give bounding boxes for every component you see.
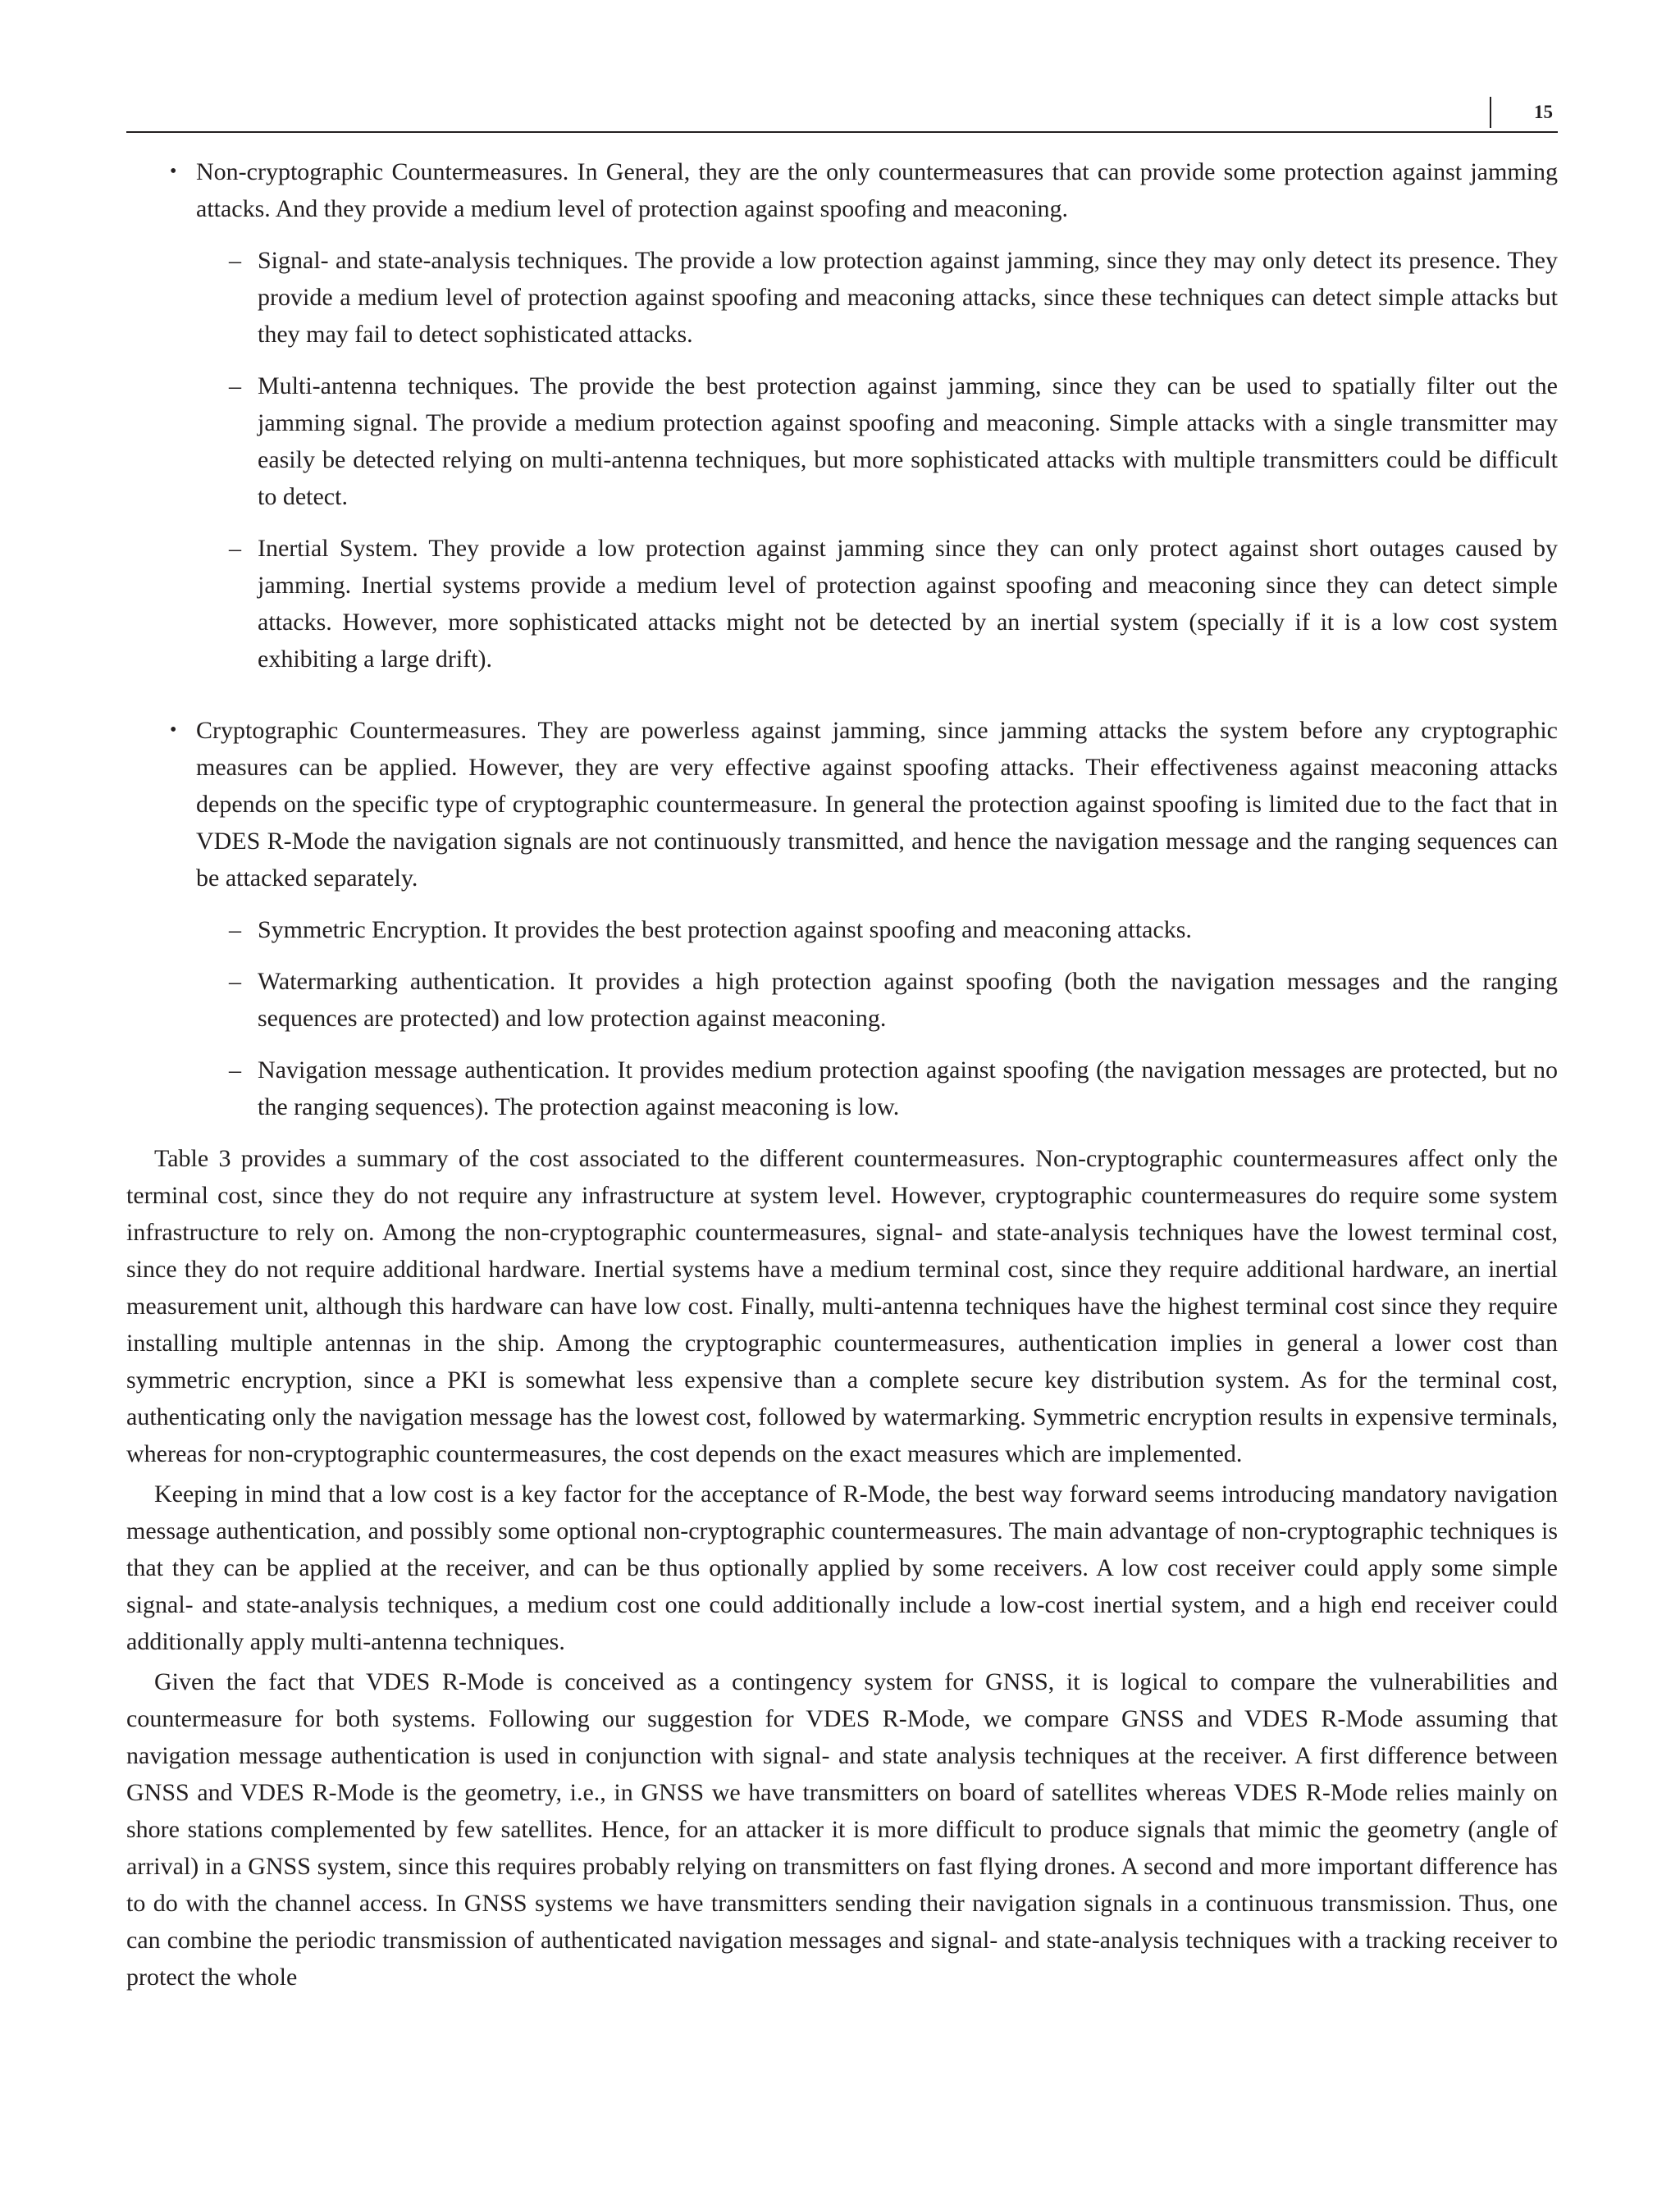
header-rule [126, 131, 1558, 133]
paragraph-way-forward: Keeping in mind that a low cost is a key factor for the acceptance of R-Mode, the best way forward seems introducing mandatory navigation message authentication, and possibly some optional non-cryptographic countermeasures. The main advantage of non-cryptographic techniques is that they can be applied at the receiver, and can be thus optionally applied by some receivers. A low cost receiver could apply some simple signal- and state-analysis techniques, a medium cost one could additionally include a low-cost inertial system, and a high end receiver could additionally apply multi-antenna techniques. [126, 1480, 1558, 1655]
bullet-text: Non-cryptographic Countermeasures. In General, they are the only countermeasures that can provide some protection against jamming attacks. And they provide a medium level of protection against spoofing and meaconing. [196, 158, 1558, 222]
page-number: 15 [1534, 102, 1553, 122]
sub-item-multi-antenna [126, 367, 1558, 515]
sub-item-text: Symmetric Encryption. It provides the best protection against spoofing and meaconing attacks. [258, 916, 1192, 943]
bullet-cryptographic [126, 712, 1558, 896]
sub-item-inertial-system [126, 530, 1558, 677]
sub-item-watermarking [126, 963, 1558, 1037]
dash-marker: – [229, 247, 241, 274]
sub-item-text: Signal- and state-analysis techniques. The provide a low protection against jamming, since they may only detect its presence. They provide a medium level of protection against spoofing and meaconing attacks, since these techniques can detect simple attacks but they may fail to detect sophisticated attacks. [258, 247, 1558, 348]
paragraph-cost-summary: Table 3 provides a summary of the cost associated to the different countermeasures. Non-cryptographic countermeasures affect only the terminal cost, since they do not require any infrastructure at system level. However, cryptographic countermeasures do require some system infrastructure to rely on. Among the non-cryptographic countermeasures, signal- and state-analysis techniques have the lowest terminal cost, since they do not require additional hardware. Inertial systems have a medium terminal cost, since they require additional hardware, an inertial measurement unit, although this hardware can have low cost. Finally, multi-antenna techniques have the highest terminal cost since they require installing multiple antennas in the ship. Among the cryptographic countermeasures, authentication implies in general a lower cost than symmetric encryption, since a PKI is somewhat less expensive than a complete secure key distribution system. As for the terminal cost, authenticating only the navigation message has the lowest cost, followed by watermarking. Symmetric encryption results in expensive terminals, whereas for non-cryptographic countermeasures, the cost depends on the exact measures which are implemented. [126, 1145, 1558, 1467]
dash-marker: – [229, 916, 241, 943]
paragraph-gnss-comparison: Given the fact that VDES R-Mode is conceived as a contingency system for GNSS, it is logical to compare the vulnerabilities and countermeasure for both systems. Following our suggestion for VDES R-Mode, we compare GNSS and VDES R-Mode assuming that navigation message authentication is used in conjunction with signal- and state analysis techniques at the receiver. A first difference between GNSS and VDES R-Mode is the geometry, i.e., in GNSS we have transmitters on board of satellites whereas VDES R-Mode relies mainly on shore stations complemented by few satellites. Hence, for an attacker it is more difficult to produce signals that mimic the geometry (angle of arrival) in a GNSS system, since this requires probably relying on transmitters on fast flying drones. A second and more important difference has to do with the channel access. In GNSS systems we have transmitters sending their navigation signals in a continuous transmission. Thus, one can combine the periodic transmission of authenticated navigation messages and signal- and state-analysis techniques with a tracking receiver to protect the whole [126, 1668, 1558, 1991]
bullet-marker: • [170, 719, 177, 741]
dash-marker: – [229, 968, 241, 995]
sub-item-symmetric-encryption [126, 911, 1558, 948]
sub-list-cryptographic [126, 911, 1558, 1125]
sub-item-signal-state-analysis [126, 242, 1558, 353]
header-divider-tick [1490, 97, 1491, 128]
dash-marker: – [229, 535, 241, 562]
page-body [126, 153, 1558, 1996]
bullet-marker: • [170, 161, 177, 182]
sub-list-non-cryptographic [126, 242, 1558, 677]
sub-item-text: Navigation message authentication. It provides medium protection against spoofing (the navigation messages are protected, but no the ranging sequences). The protection against meaconing is low. [258, 1056, 1558, 1120]
sub-item-text: Watermarking authentication. It provides a high protection against spoofing (both the navigation messages and the ranging sequences are protected) and low protection against meaconing. [258, 968, 1558, 1032]
dash-marker: – [229, 372, 241, 399]
sub-item-navigation-message-auth [126, 1052, 1558, 1125]
sub-item-text: Multi-antenna techniques. The provide the best protection against jamming, since they can be used to spatially filter out the jamming signal. The provide a medium protection against spoofing and meaconing. Simple attacks with a single transmitter may easily be detected relying on multi-antenna techniques, but more sophisticated attacks with multiple transmitters could be difficult to detect. [258, 372, 1558, 510]
dash-marker: – [229, 1056, 241, 1083]
bullet-non-cryptographic [126, 153, 1558, 227]
bullet-text: Cryptographic Countermeasures. They are powerless against jamming, since jamming attacks the system before any cryptographic measures can be applied. However, they are very effective against spoofing attacks. Their effectiveness against meaconing attacks depends on the specific type of cryptographic countermeasure. In general the protection against spoofing is limited due to the fact that in VDES R-Mode the navigation signals are not continuously transmitted, and hence the navigation message and the ranging sequences can be attacked separately. [196, 717, 1558, 892]
sub-item-text: Inertial System. They provide a low protection against jamming since they can only protect against short outages caused by jamming. Inertial systems provide a medium level of protection against spoofing and meaconing since they can detect simple attacks. However, more sophisticated attacks might not be detected by an inertial system (specially if it is a low cost system exhibiting a large drift). [258, 535, 1558, 673]
